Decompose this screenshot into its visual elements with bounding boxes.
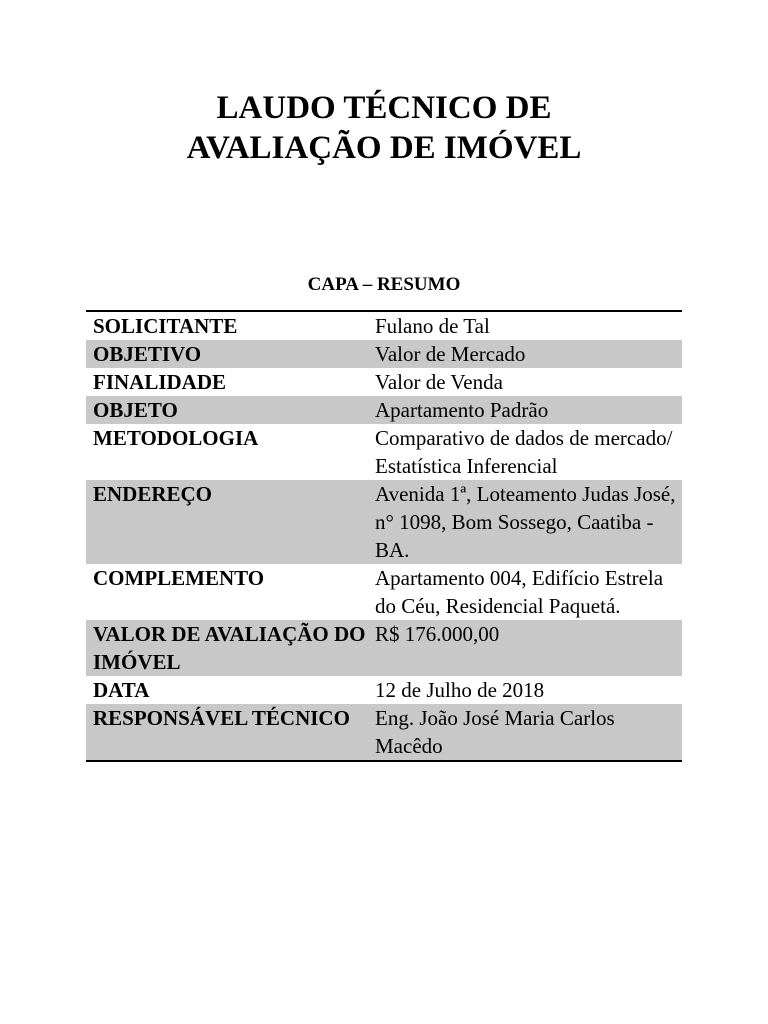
table-row-objetivo [86,340,682,368]
row-label: COMPLEMENTO [93,566,265,590]
row-value: Comparativo de dados de mercado/ Estatística Inferencial [375,426,673,478]
row-value: R$ 176.000,00 [373,620,682,676]
document-title [0,88,768,168]
row-label: OBJETIVO [86,340,373,368]
row-label: OBJETO [86,396,373,424]
row-value: Valor de Mercado [373,340,682,368]
row-label: RESPONSÁVEL TÉCNICO [86,704,373,761]
table-row-valor-avaliacao [86,620,682,676]
table-row-finalidade [86,368,682,396]
section-title: CAPA – RESUMO [307,274,461,295]
table-row-responsavel-tecnico [86,704,682,761]
table-row-metodologia [86,424,682,480]
row-value: Eng. João José Maria Carlos Macêdo [373,704,682,761]
summary-table [86,310,682,762]
table-row-data [86,676,682,704]
table-row-endereco [86,480,682,564]
row-label: FINALIDADE [93,370,227,394]
row-label: METODOLOGIA [93,426,259,450]
row-value: 12 de Julho de 2018 [375,678,545,702]
row-value: Valor de Venda [375,370,503,394]
document-title-line-1: LAUDO TÉCNICO DE [216,90,552,126]
row-label: DATA [93,678,150,702]
row-value: Avenida 1ª, Loteamento Judas José, n° 1098, Bom Sossego, Caatiba - BA. [373,480,682,564]
row-value: Apartamento 004, Edifício Estrela do Céu, Residencial Paquetá. [375,566,664,618]
row-value: Apartamento Padrão [373,396,682,424]
table-row-complemento [86,564,682,620]
row-value: Fulano de Tal [375,314,490,338]
table-row-objeto [86,396,682,424]
row-label: SOLICITANTE [93,314,238,338]
document-title-line-2: AVALIAÇÃO DE IMÓVEL [186,130,582,166]
row-label: VALOR DE AVALIAÇÃO DO IMÓVEL [86,620,373,676]
row-label: ENDEREÇO [86,480,373,564]
table-row-solicitante [86,311,682,340]
